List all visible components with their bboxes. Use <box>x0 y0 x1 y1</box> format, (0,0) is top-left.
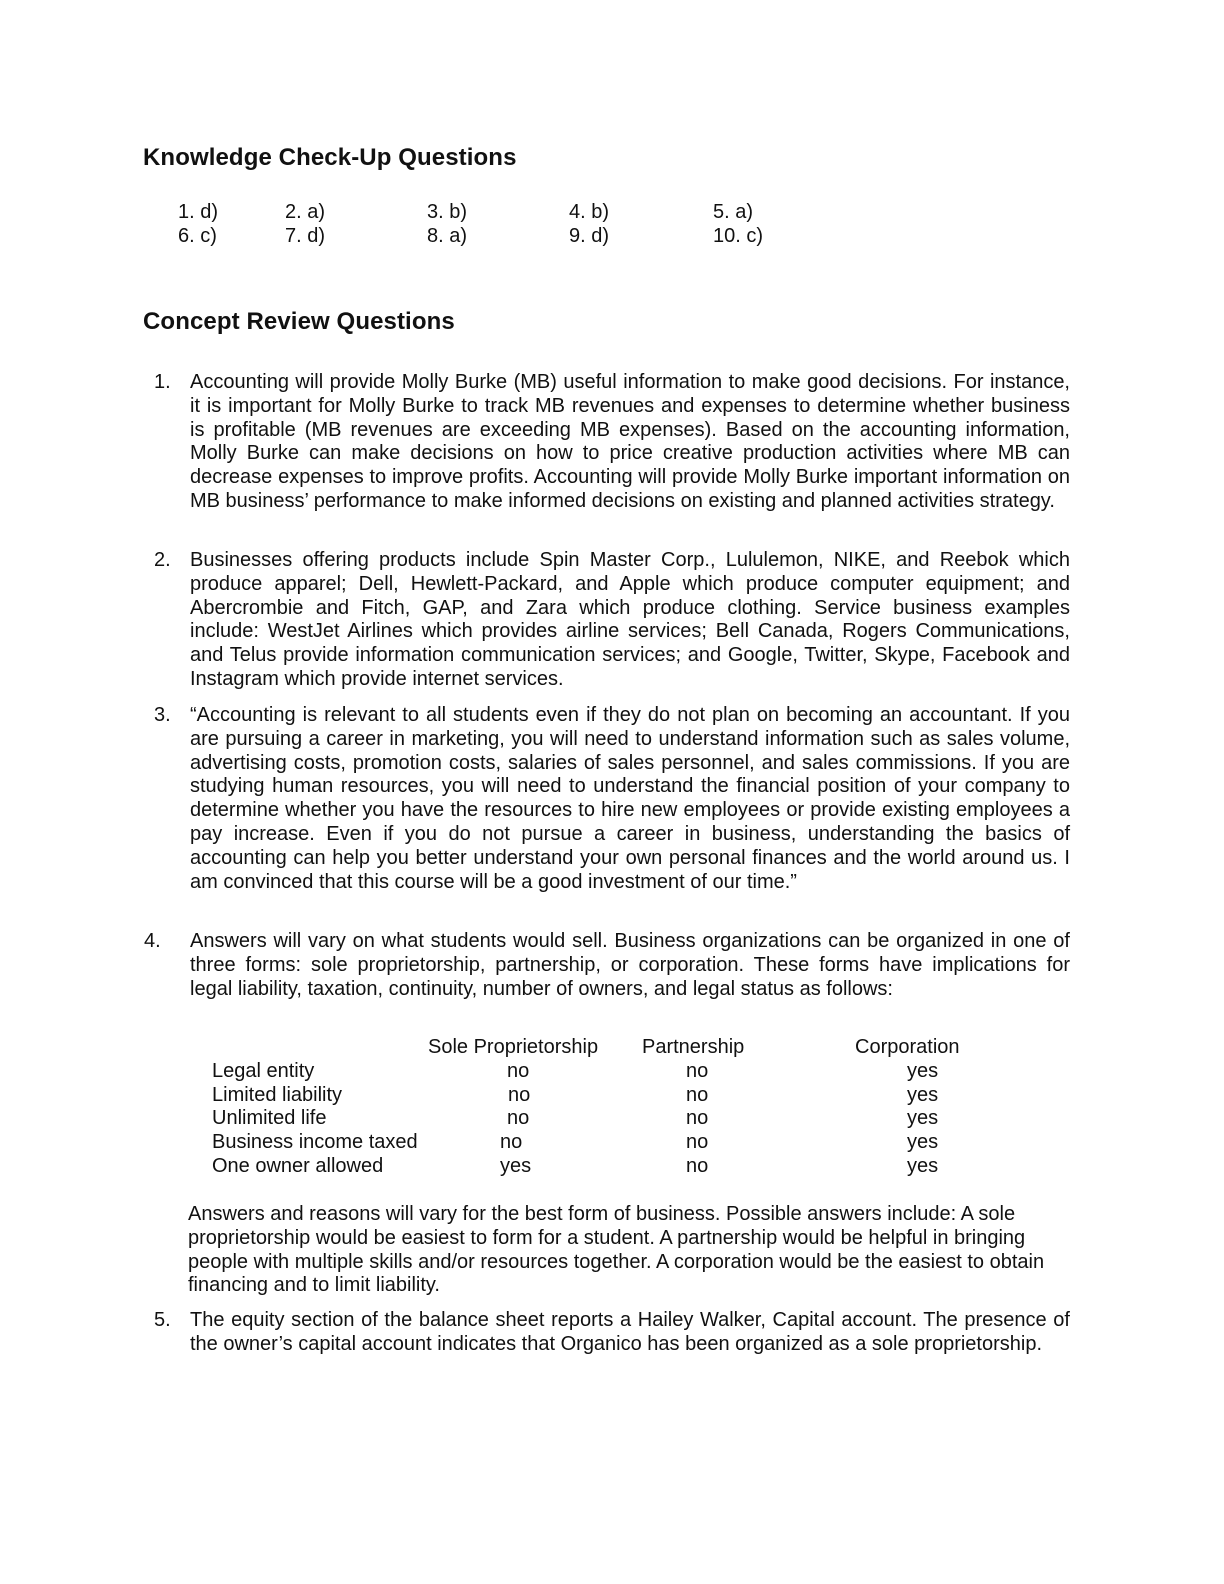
table-cell: yes <box>907 1131 939 1154</box>
question-4-followup: Answers and reasons will vary for the best form of business. Possible answers include: A sole proprietorship would be easiest to form for a student. A partnership would be helpful in bringing people with multiple skills and/or resources together. A corporation would be the easiest to obtain financing and to limit liability. <box>188 1203 1045 1297</box>
question-text: Businesses offering products include Spin Master Corp., Lululemon, NIKE, and Reebok which produce apparel; Dell, Hewlett-Packard, and Apple which produce computer equipment; and Abercrombie and Fitch, GAP, and Zara which produce clothing. Service business examples include: WestJet Airlines which provides airline services; Bell Canada, Rogers Communications, and Telus provide information communication services; and Google, Twitter, Skype, Facebook and Instagram which provide internet services. <box>190 549 1070 690</box>
concept-heading: Concept Review Questions <box>143 308 455 335</box>
table-cell: no <box>686 1083 709 1106</box>
table-row <box>212 1084 1012 1108</box>
answer-cell: 9. d) <box>569 225 610 247</box>
row-label: One owner allowed <box>212 1154 384 1177</box>
answer-cell: 8. a) <box>427 225 468 247</box>
answer-cell: 7. d) <box>285 225 326 247</box>
table-header-row <box>212 1036 1012 1060</box>
column-header: Sole Proprietorship <box>428 1036 599 1058</box>
answer-cell: 3. b) <box>427 201 468 223</box>
question-text: The equity section of the balance sheet reports a Hailey Walker, Capital account. The presence of the owner’s capital account indicates that Organico has been organized as a sole proprietorship. <box>190 1309 1070 1355</box>
table-cell: no <box>508 1083 531 1106</box>
question-text: “Accounting is relevant to all students even if they do not plan on becoming an accountant. If you are pursuing a career in marketing, you will need to understand information such as sales volume, advertising costs, promotion costs, salaries of sales personnel, and sales commissions. If you are studying human resources, you will need to understand the financial position of your company to determine whether you have the resources to hire new employees or provide existing employees a pay increase. Even if you do not pursue a career in business, understanding the basics of accounting can help you better understand your own personal finances and the world around us. I am convinced that this course will be a good investment of our time.” <box>190 704 1070 893</box>
row-label: Unlimited life <box>212 1107 327 1130</box>
question-5 <box>154 1309 1070 1357</box>
row-label: Limited liability <box>212 1083 343 1106</box>
column-header: Partnership <box>642 1036 745 1058</box>
table-row <box>212 1131 1012 1155</box>
question-number: 1. <box>154 371 171 393</box>
table-cell: yes <box>907 1083 939 1106</box>
answer-cell: 10. c) <box>713 225 764 247</box>
question-text: Accounting will provide Molly Burke (MB) useful information to make good decisions. For instance, it is important for Molly Burke to track MB revenues and expenses to determine whether business is profitable (MB revenues are exceeding MB expenses). Based on the accounting information, Molly Burke can make decisions on how to price creative production activities where MB can decrease expenses to improve profits. Accounting will provide Molly Burke important information on MB business’ performance to make informed decisions on existing and planned activities strategy. <box>190 371 1070 512</box>
table-cell: no <box>507 1059 530 1082</box>
table-row <box>212 1155 1012 1179</box>
table-cell: yes <box>500 1154 532 1177</box>
column-header: Corporation <box>855 1036 960 1058</box>
question-number: 3. <box>154 704 171 726</box>
table-cell: no <box>686 1107 709 1130</box>
row-label: Business income taxed <box>212 1131 418 1154</box>
question-text: Answers will vary on what students would sell. Business organizations can be organized in one of three forms: sole proprietorship, partnership, or corporation. These forms have implications for legal liability, taxation, continuity, number of owners, and legal status as follows: <box>190 930 1070 1000</box>
table-cell: yes <box>907 1059 939 1082</box>
answer-cell: 2. a) <box>285 201 326 223</box>
answer-cell: 4. b) <box>569 201 610 223</box>
answer-cell: 1. d) <box>178 201 219 223</box>
question-3 <box>154 704 1070 894</box>
table-cell: no <box>500 1131 523 1154</box>
question-2 <box>154 549 1070 692</box>
question-4 <box>144 930 1070 1001</box>
answer-cell: 6. c) <box>178 225 217 247</box>
business-forms-table <box>212 1036 1012 1179</box>
table-cell: yes <box>907 1107 939 1130</box>
row-label: Legal entity <box>212 1059 315 1082</box>
question-number: 5. <box>154 1309 171 1331</box>
table-cell: no <box>686 1059 709 1082</box>
table-cell: no <box>507 1107 530 1130</box>
question-1 <box>154 371 1070 514</box>
table-cell: yes <box>907 1154 939 1177</box>
question-number: 2. <box>154 549 171 571</box>
knowledge-heading: Knowledge Check-Up Questions <box>143 144 517 171</box>
table-row <box>212 1107 1012 1131</box>
answer-cell: 5. a) <box>713 201 754 223</box>
table-cell: no <box>686 1154 709 1177</box>
question-number: 4. <box>144 930 161 952</box>
table-cell: no <box>686 1131 709 1154</box>
table-row <box>212 1060 1012 1084</box>
